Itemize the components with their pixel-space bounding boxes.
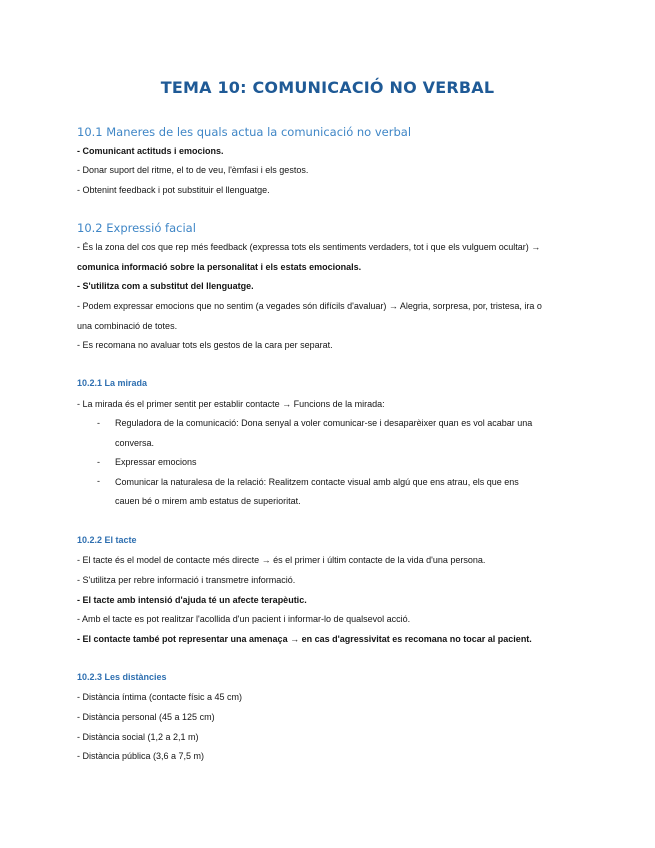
list-item: - Es recomana no avaluar tots els gestos de la cara per separat. (77, 340, 333, 350)
bullet-marker: - (97, 418, 100, 428)
list-item: - Obtenint feedback i pot substituir el llenguatge. (77, 185, 270, 195)
list-item: - Comunicant actituds i emocions. (77, 146, 224, 156)
bullet-marker: - (97, 457, 100, 467)
list-item: - S'utilitza per rebre informació i transmetre informació. (77, 575, 296, 585)
list-item: - Distància íntima (contacte físic a 45 cm) (77, 692, 243, 702)
list-item: - La mirada és el primer sentit per establir contacte → Funcions de la mirada: (77, 399, 385, 409)
list-item: - Podem expressar emocions que no sentim (a vegades són difícils d'avaluar) → Alegria, sorpresa, por, tristesa, ira o (77, 301, 542, 311)
list-item-continuation: comunica informació sobre la personalitat i els estats emocionals. (77, 262, 362, 272)
list-item: - Distància personal (45 a 125 cm) (77, 712, 215, 722)
section-heading-10-1: 10.1 Maneres de les quals actua la comunicació no verbal (77, 125, 412, 139)
list-item: - El contacte també pot representar una amenaça → en cas d'agressivitat es recomana no tocar al pacient. (77, 634, 532, 644)
list-item: - El tacte amb intensió d'ajuda té un afecte terapèutic. (77, 595, 307, 605)
page-title: TEMA 10: COMUNICACIÓ NO VERBAL (160, 78, 495, 97)
sub-list-item-continuation: cauen bé o mirem amb estatus de superioritat. (115, 496, 301, 506)
section-heading-10-2: 10.2 Expressió facial (77, 221, 196, 235)
list-item: - S'utilitza com a substitut del llenguatge. (77, 281, 254, 291)
list-item: - Donar suport del ritme, el to de veu, l'èmfasi i els gestos. (77, 165, 309, 175)
subsection-heading-10-2-3: 10.2.3 Les distàncies (77, 672, 167, 682)
list-item: - És la zona del cos que rep més feedback (expressa tots els sentiments verdaders, tot i que els vulguem ocultar) → (77, 242, 541, 252)
list-item: - Distància social (1,2 a 2,1 m) (77, 732, 199, 742)
list-item: - El tacte és el model de contacte més directe → és el primer i últim contacte de la vida d'una persona. (77, 555, 486, 565)
subsection-heading-10-2-1: 10.2.1 La mirada (77, 378, 148, 388)
sub-list-item: Reguladora de la comunicació: Dona senyal a voler comunicar-se i desaparèixer quan es vol acabar una (115, 418, 533, 428)
subsection-heading-10-2-2: 10.2.2 El tacte (77, 535, 137, 545)
sub-list-item: Comunicar la naturalesa de la relació: Realitzem contacte visual amb algú que ens atrau, els que ens (115, 477, 519, 487)
bullet-marker: - (97, 476, 100, 486)
list-item: - Distància pública (3,6 a 7,5 m) (77, 751, 205, 761)
list-item-continuation: una combinació de totes. (77, 321, 178, 331)
list-item: - Amb el tacte es pot realitzar l'acollida d'un pacient i informar-lo de qualsevol acció. (77, 614, 411, 624)
sub-list-item-continuation: conversa. (115, 438, 155, 448)
sub-list-item: Expressar emocions (115, 457, 197, 467)
